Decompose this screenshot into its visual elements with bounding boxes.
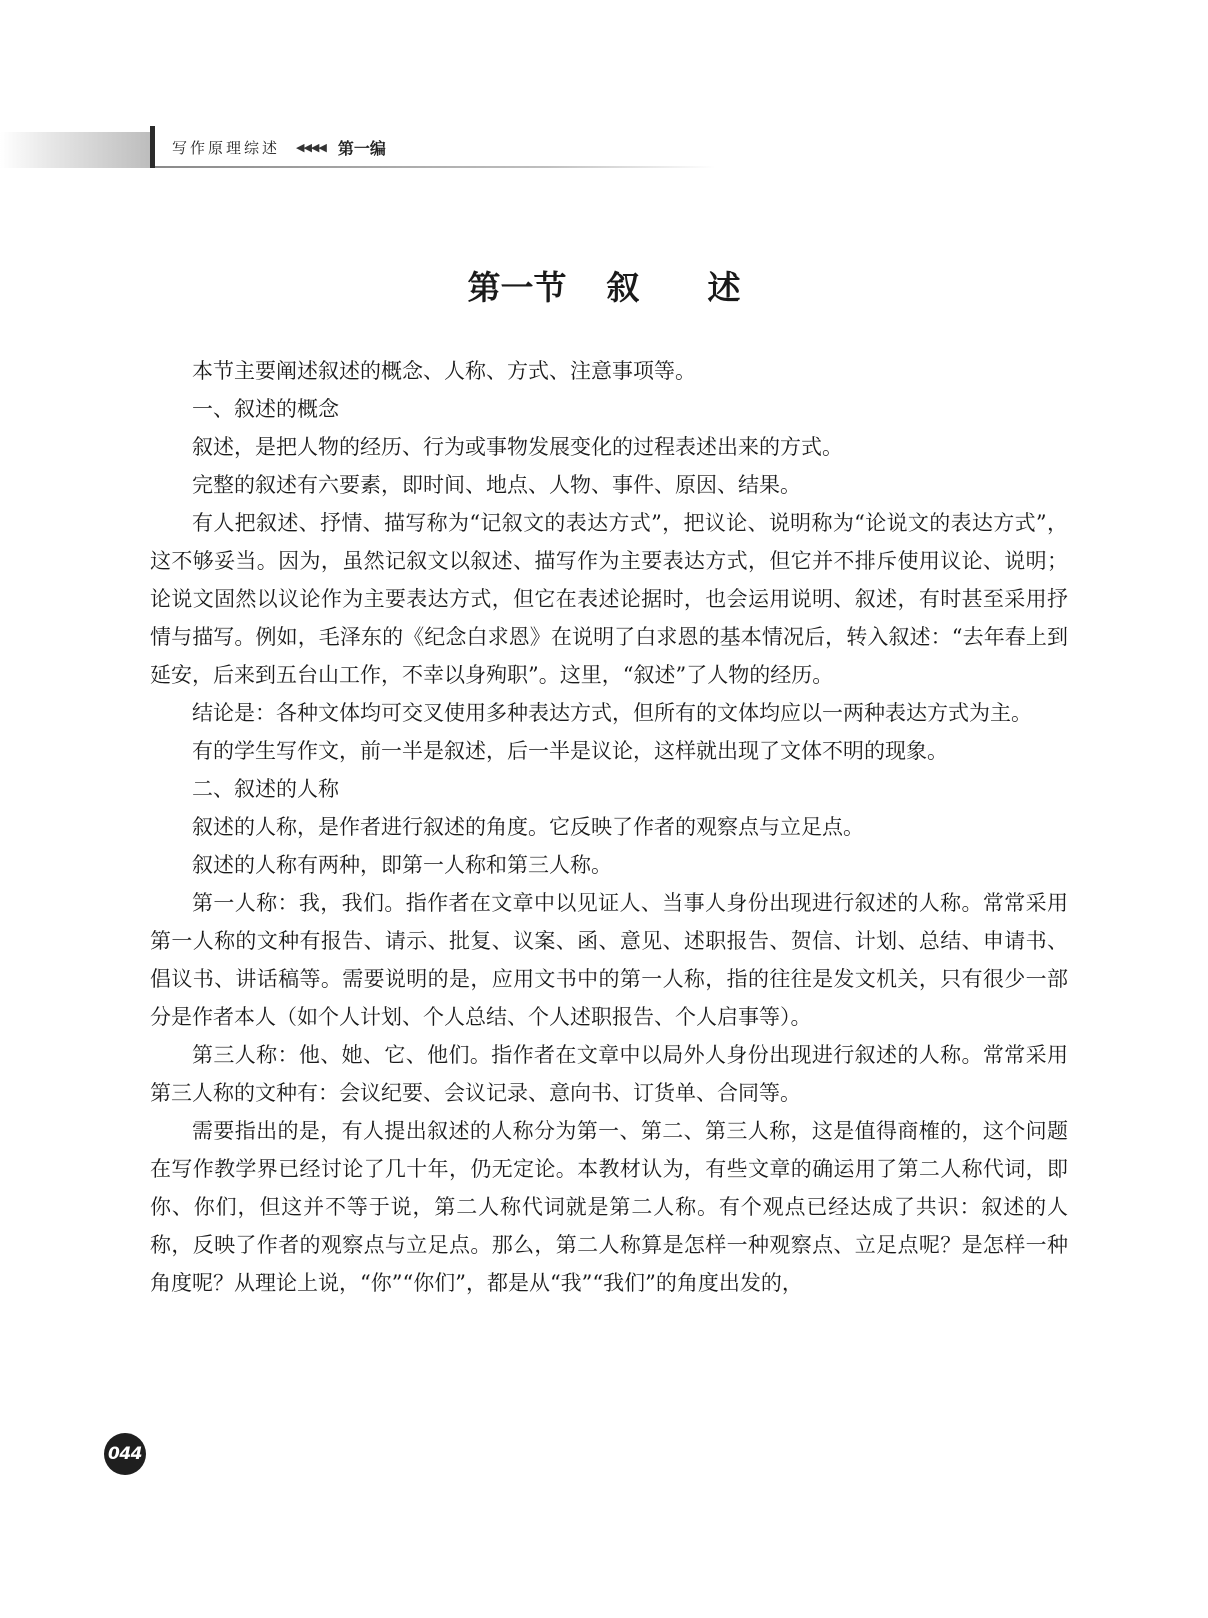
section-title-number: 第一节: [467, 268, 567, 307]
header-vertical-bar: [150, 126, 155, 168]
paragraph-intro: 本节主要阐述叙述的概念、人称、方式、注意事项等。: [192, 359, 696, 383]
paragraph: 有人把叙述、抒情、描写称为“记叙文的表达方式”，把议论、说明称为“论说文的表达方式”，这不够妥当。因为，虽然记叙文以叙述、描写作为主要表达方式，但它并不排斥使用议论、说明；论说文固然以议论作为主要表达方式，但它在表述论据时，也会运用说明、叙述，有时甚至采用抒情与描写。例如，毛泽东的《纪念白求恩》在说明了白求恩的基本情况后，转入叙述：“去年春上到延安，后来到五台山工作，不幸以身殉职”。这里，“叙述”了人物的经历。: [150, 511, 1068, 687]
page-number-badge: 044: [104, 1433, 146, 1475]
paragraph: 有的学生写作文，前一半是叙述，后一半是议论，这样就出现了文体不明的现象。: [192, 739, 948, 763]
paragraph: 叙述的人称，是作者进行叙述的角度。它反映了作者的观察点与立足点。: [192, 815, 864, 839]
paragraph: 结论是：各种文体均可交叉使用多种表达方式，但所有的文体均应以一两种表达方式为主。: [192, 701, 1032, 725]
paragraph: 叙述的人称有两种，即第一人称和第三人称。: [192, 853, 612, 877]
body-text: [150, 352, 1068, 1302]
section-title: [0, 262, 1208, 309]
section-title-word-left: 叙: [606, 268, 640, 307]
header-part-label: 第一编: [337, 139, 386, 158]
header-text: [172, 136, 386, 159]
paragraph: 第一人称：我，我们。指作者在文章中以见证人、当事人身份出现进行叙述的人称。常常采用第一人称的文种有报告、请示、批复、议案、函、意见、述职报告、贺信、计划、总结、申请书、倡议书、讲话稿等。需要说明的是，应用文书中的第一人称，指的往往是发文机关，只有很少一部分是作者本人（如个人计划、个人总结、个人述职报告、个人启事等）。: [150, 891, 1068, 1029]
header-rule: [155, 166, 715, 168]
header-gradient-band: [0, 132, 150, 168]
header-book-title: 写作原理综述: [172, 139, 281, 157]
paragraph: 完整的叙述有六要素，即时间、地点、人物、事件、原因、结果。: [192, 473, 801, 497]
section-title-word-right: 述: [707, 268, 741, 307]
heading-concept: 一、叙述的概念: [192, 397, 339, 421]
paragraph: 叙述，是把人物的经历、行为或事物发展变化的过程表述出来的方式。: [192, 435, 843, 459]
header-arrows-icon: ◀◀◀◀: [296, 141, 326, 154]
running-header: [0, 126, 720, 168]
heading-person: 二、叙述的人称: [192, 777, 339, 801]
paragraph: 需要指出的是，有人提出叙述的人称分为第一、第二、第三人称，这是值得商榷的，这个问题在写作教学界已经讨论了几十年，仍无定论。本教材认为，有些文章的确运用了第二人称代词，即你、你们，但这并不等于说，第二人称代词就是第二人称。有个观点已经达成了共识：叙述的人称，反映了作者的观察点与立足点。那么，第二人称算是怎样一种观察点、立足点呢？是怎样一种角度呢？从理论上说，“你”“你们”，都是从“我”“我们”的角度出发的，: [150, 1119, 1068, 1295]
paragraph: 第三人称：他、她、它、他们。指作者在文章中以局外人身份出现进行叙述的人称。常常采用第三人称的文种有：会议纪要、会议记录、意向书、订货单、合同等。: [150, 1043, 1068, 1105]
